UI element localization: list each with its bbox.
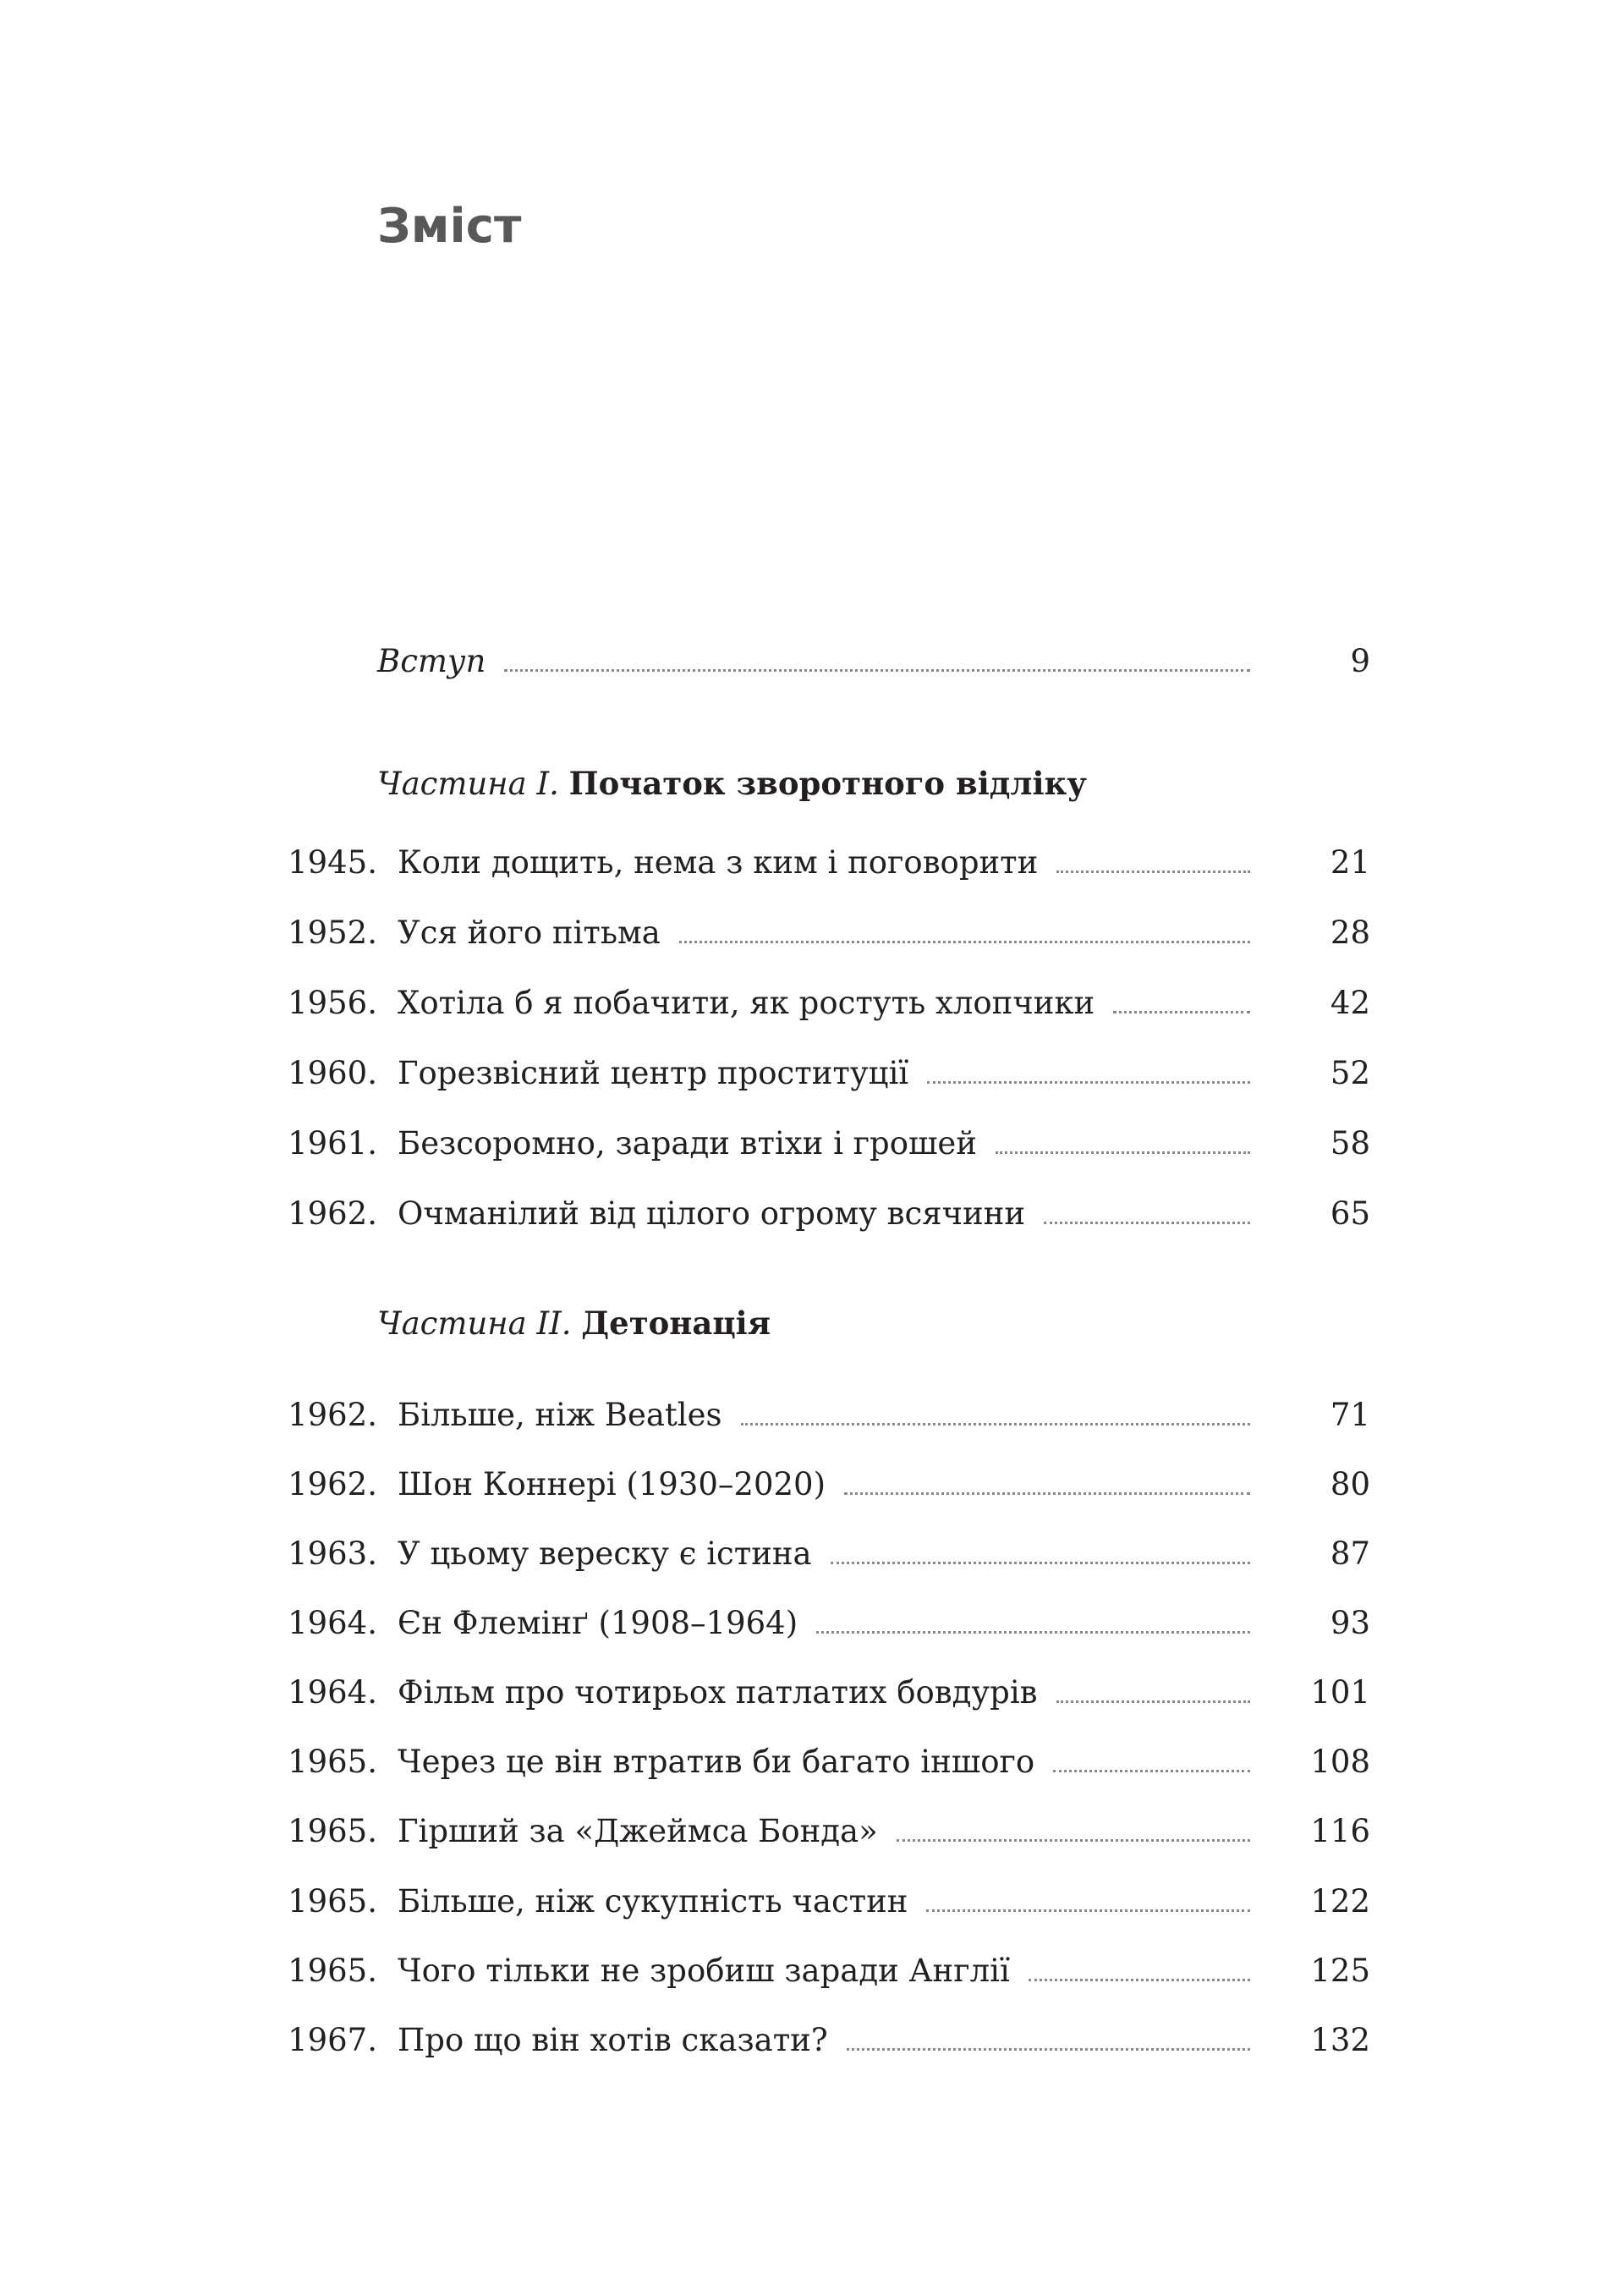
dot-leader — [1056, 871, 1250, 873]
toc-entry-title: Вступ — [377, 643, 486, 679]
toc-entry-year: 1965. — [288, 1744, 377, 1780]
toc-entry-page: 93 — [1330, 1605, 1370, 1641]
toc-entry-year: 1956. — [288, 985, 377, 1021]
page-title: Зміст — [377, 199, 522, 254]
toc-entry-page: 9 — [1350, 643, 1370, 679]
toc-entry-page: 58 — [1330, 1125, 1370, 1162]
dot-leader — [816, 1631, 1250, 1634]
toc-entry[interactable] — [254, 1459, 1370, 1510]
toc-entry-year: 1952. — [288, 915, 377, 951]
toc-entry-title: Очманілий від цілого огрому всячини — [398, 1195, 1026, 1232]
toc-entry-year: 1965. — [288, 1883, 377, 1920]
toc-entry-title: У цьому вереску є істина — [398, 1535, 812, 1572]
part-name: Початок зворотного відліку — [568, 765, 1087, 802]
toc-entry[interactable] — [254, 1189, 1370, 1239]
toc-entry-year: 1962. — [288, 1195, 377, 1232]
toc-entry-year: 1965. — [288, 1813, 377, 1849]
toc-entry-page: 108 — [1310, 1744, 1370, 1780]
toc-entry-page: 71 — [1330, 1397, 1370, 1433]
toc-entry-title: Гірший за «Джеймса Бонда» — [398, 1813, 878, 1849]
toc-entry-page: 42 — [1330, 985, 1370, 1021]
dot-leader — [679, 941, 1250, 943]
toc-entry-page: 52 — [1330, 1055, 1370, 1091]
toc-entry-page: 80 — [1330, 1466, 1370, 1502]
dot-leader — [897, 1839, 1250, 1842]
toc-entry-year: 1962. — [288, 1397, 377, 1433]
toc-entry[interactable] — [254, 1876, 1370, 1927]
toc-entry-title: Шон Коннері (1930–2020) — [398, 1466, 826, 1502]
toc-entry[interactable] — [254, 838, 1370, 888]
toc-entry-title: Чого тільки не зробиш заради Англії — [398, 1953, 1010, 1989]
dot-leader — [926, 1909, 1250, 1912]
toc-entry-page: 87 — [1330, 1535, 1370, 1572]
dot-leader — [1056, 1700, 1250, 1703]
toc-entry-page: 101 — [1310, 1674, 1370, 1711]
toc-entry[interactable] — [254, 908, 1370, 958]
toc-entry[interactable] — [254, 1598, 1370, 1649]
dot-leader — [741, 1423, 1250, 1425]
toc-entry[interactable] — [254, 978, 1370, 1029]
dot-leader — [1053, 1770, 1250, 1772]
toc-entry[interactable] — [254, 1529, 1370, 1579]
part-label: Частина I. — [377, 766, 559, 802]
toc-entry-title: Коли дощить, нема з ким і поговорити — [398, 844, 1039, 881]
toc-entry[interactable] — [254, 1048, 1370, 1099]
toc-entry[interactable] — [254, 1390, 1370, 1441]
toc-entry-page: 21 — [1330, 844, 1370, 881]
toc-entry-year: 1945. — [288, 844, 377, 881]
toc-entry-page: 125 — [1310, 1953, 1370, 1989]
toc-entry-page: 28 — [1330, 915, 1370, 951]
toc-entry-page: 65 — [1330, 1195, 1370, 1232]
part-heading-1 — [377, 758, 1087, 810]
toc-entry-year: 1964. — [288, 1605, 377, 1641]
toc-entry[interactable] — [254, 1118, 1370, 1169]
toc-entry[interactable] — [254, 1667, 1370, 1718]
toc-entry[interactable] — [254, 1946, 1370, 1997]
dot-leader — [504, 669, 1250, 672]
toc-entry-page: 132 — [1310, 2022, 1370, 2058]
toc-entry-title: Уся його пітьма — [398, 915, 661, 951]
toc-entry[interactable] — [254, 1806, 1370, 1857]
toc-entry-year: 1960. — [288, 1055, 377, 1091]
toc-entry[interactable] — [254, 2015, 1370, 2066]
dot-leader — [1029, 1979, 1250, 1981]
toc-entry-intro[interactable] — [254, 636, 1370, 687]
toc-entry-year: 1963. — [288, 1535, 377, 1572]
dot-leader — [847, 2048, 1250, 2051]
toc-entry-title: Більше, ніж сукупність частин — [398, 1883, 908, 1920]
part-name: Детонація — [581, 1305, 771, 1342]
part-heading-2 — [377, 1298, 771, 1349]
toc-entry-year: 1965. — [288, 1953, 377, 1989]
toc-entry-year: 1961. — [288, 1125, 377, 1162]
toc-entry-year: 1962. — [288, 1466, 377, 1502]
toc-entry-title: Через це він втратив би багато іншого — [398, 1744, 1035, 1780]
dot-leader — [1113, 1011, 1250, 1013]
dot-leader — [927, 1081, 1250, 1084]
toc-entry-title: Єн Флемінґ (1908–1964) — [398, 1605, 798, 1641]
toc-entry-title: Хотіла б я побачити, як ростуть хлопчики — [398, 985, 1095, 1021]
toc-entry[interactable] — [254, 1737, 1370, 1788]
dot-leader — [1044, 1222, 1250, 1224]
toc-entry-title: Про що він хотів сказати? — [398, 2022, 828, 2058]
dot-leader — [831, 1562, 1250, 1564]
toc-entry-page: 122 — [1310, 1883, 1370, 1920]
toc-entry-page: 116 — [1310, 1813, 1370, 1849]
toc-entry-title: Більше, ніж Beatles — [398, 1397, 722, 1433]
toc-entry-title: Безсоромно, заради втіхи і грошей — [398, 1125, 977, 1162]
dot-leader — [996, 1151, 1250, 1154]
dot-leader — [844, 1492, 1250, 1495]
toc-entry-title: Фільм про чотирьох патлатих бовдурів — [398, 1674, 1038, 1711]
toc-entry-year: 1967. — [288, 2022, 377, 2058]
toc-entry-title: Горезвісний центр проституції — [398, 1055, 909, 1091]
part-label: Частина II. — [377, 1305, 572, 1342]
toc-entry-year: 1964. — [288, 1674, 377, 1711]
